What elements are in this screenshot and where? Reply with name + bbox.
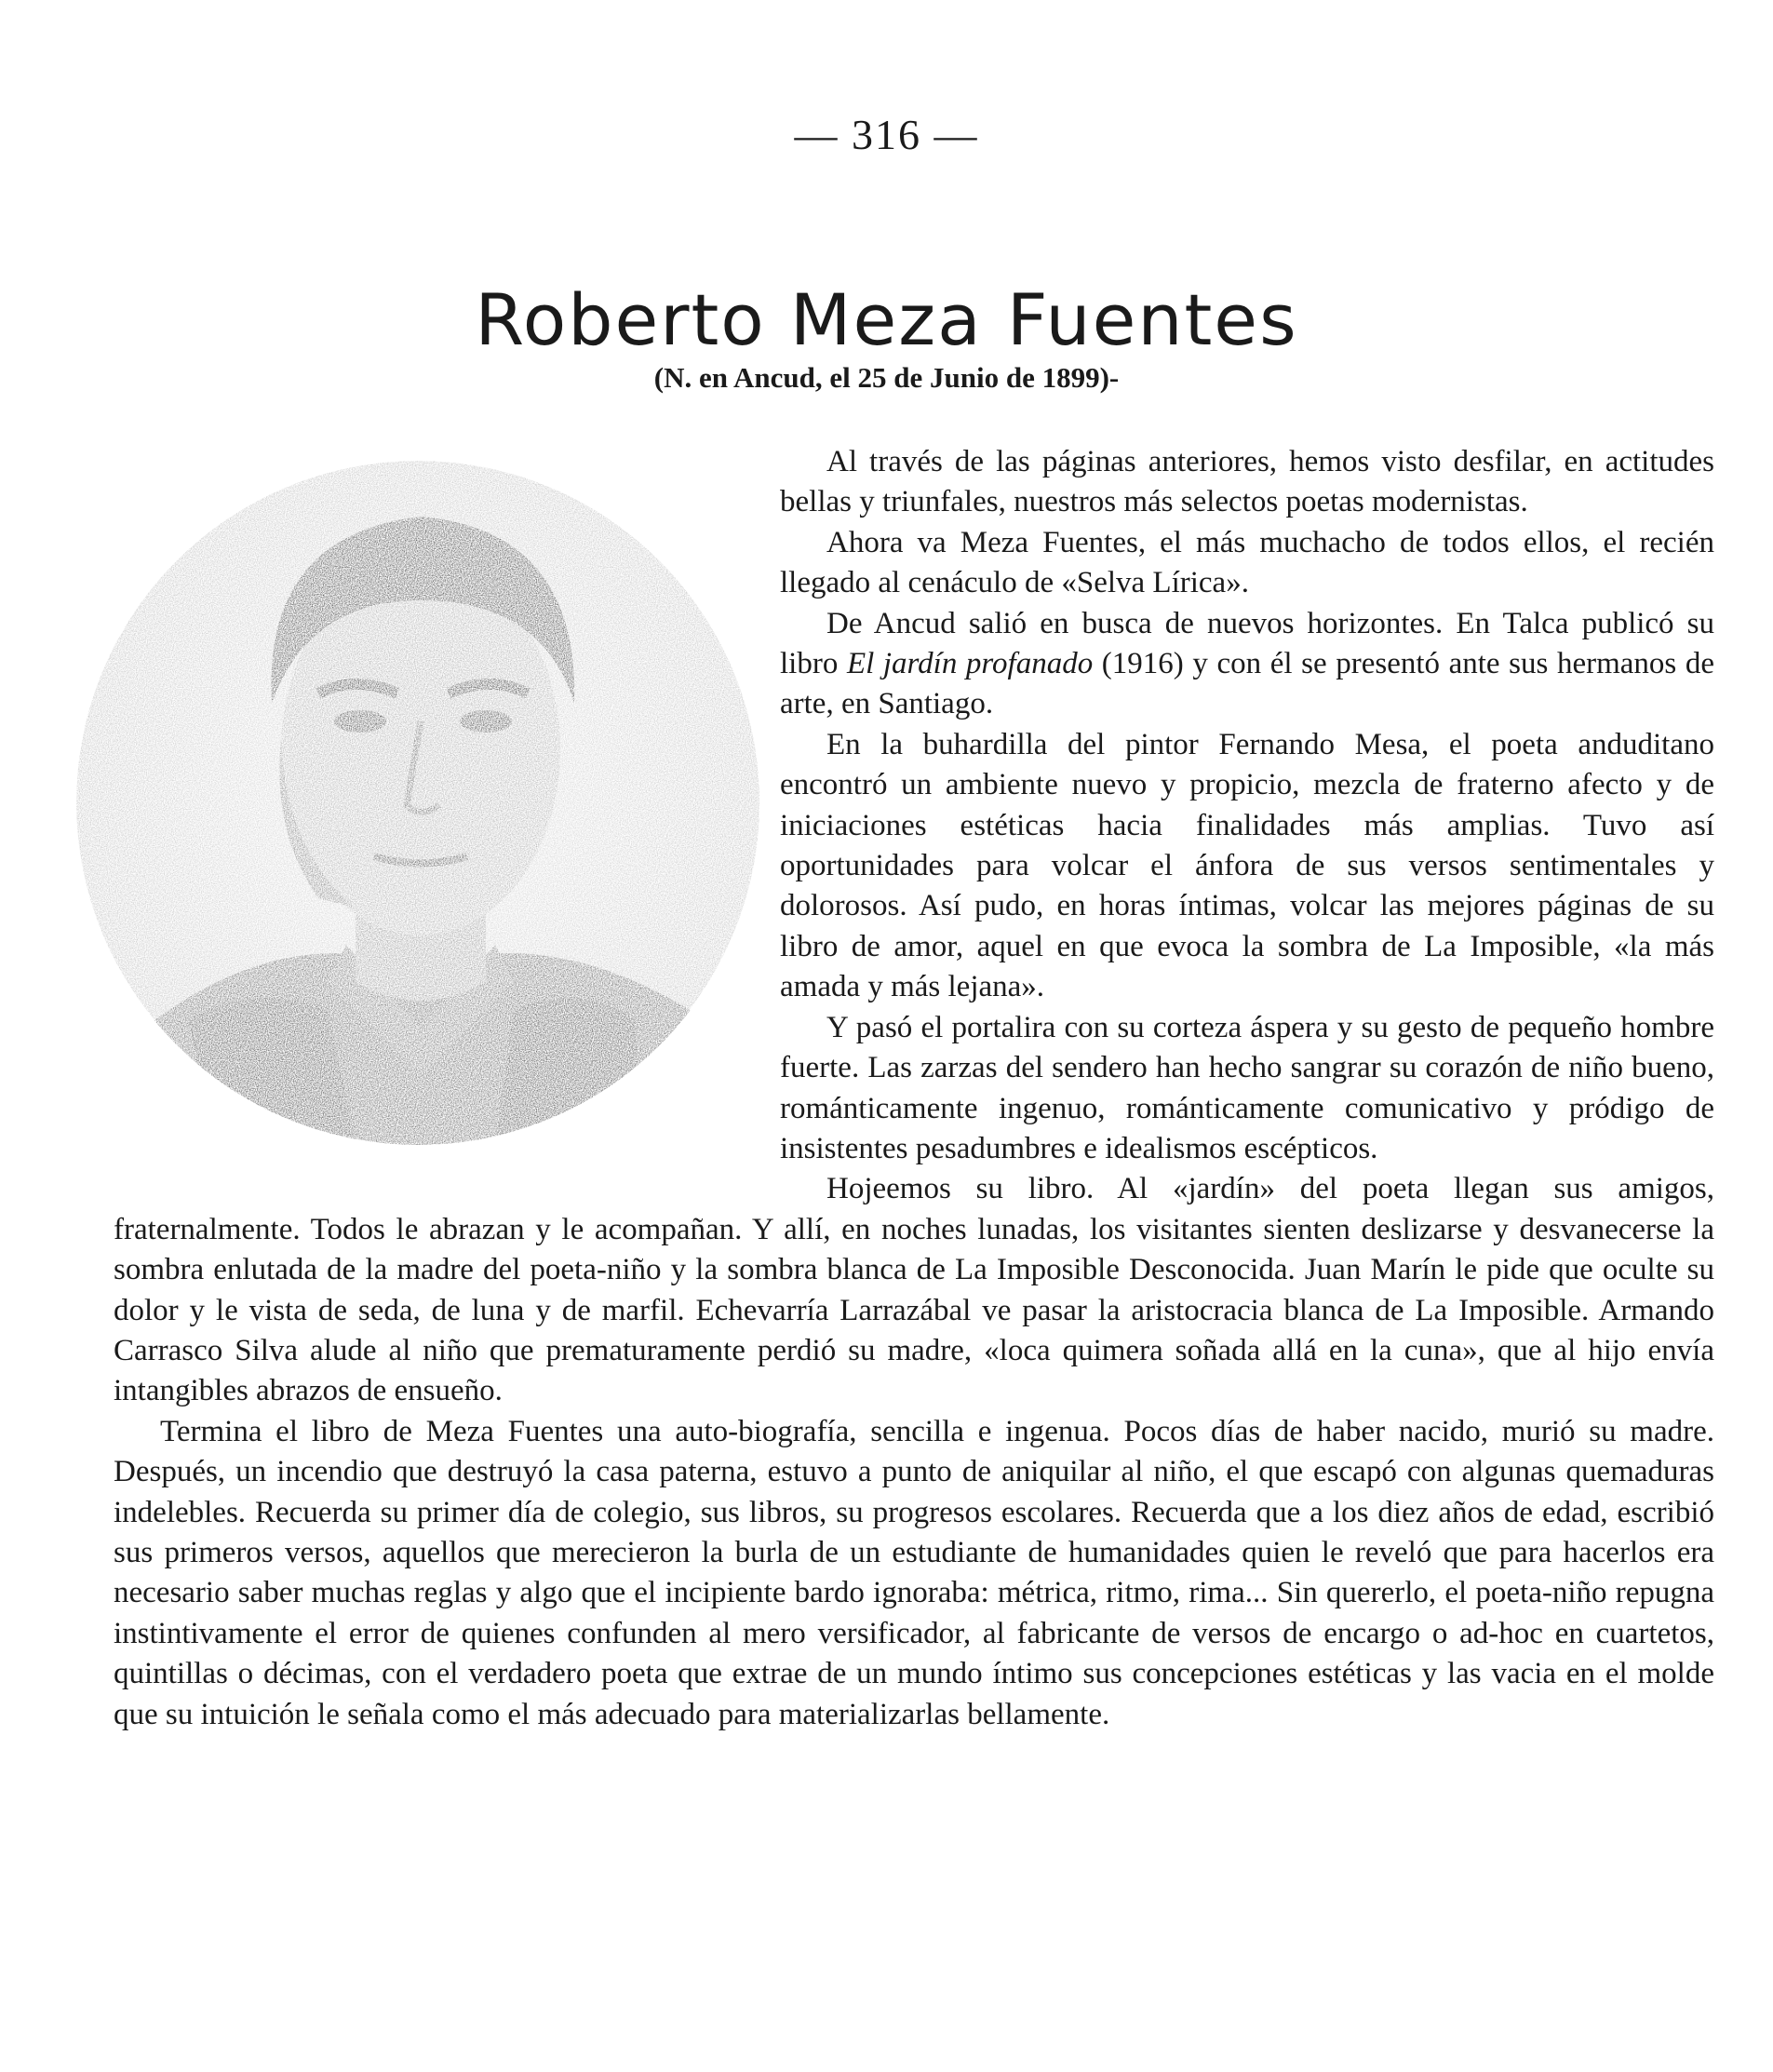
- page-title: Roberto Meza Fuentes: [475, 277, 1298, 361]
- paragraph: Al través de las páginas anteriores, hemos visto desfilar, en actitudes bellas y triunfales, nuestros más selectos poetas modernistas.: [780, 445, 1714, 519]
- paragraph-text: De Ancud salió en busca de nuevos horizontes. En Talca publicó su libro: [780, 606, 1714, 681]
- paragraph: Ahora va Meza Fuentes, el más muchacho de todos ellos, el recién llegado al cenáculo de «Selva Lírica».: [780, 525, 1714, 600]
- portrait-spacer: [114, 442, 780, 1192]
- book-title: El jardín profanado: [846, 647, 1094, 681]
- birth-note: (N. en Ancud, el 25 de Junio de 1899)-: [653, 361, 1120, 394]
- paragraph: Y pasó el portalira con su corteza áspera y su gesto de pequeño hombre fuerte. Las zarzas del sendero han hecho sangrar su corazón de niño bueno, románticamente ingenuo, románticamente comunicativo y pródigo de insistentes pesadumbres e idealismos escépticos.: [780, 1010, 1714, 1165]
- article-body: [114, 442, 1714, 1735]
- paragraph: En la buhardilla del pintor Fernando Mesa, el poeta anduditano encontró un ambiente nuevo y propicio, mezcla de fraterno afecto y de iniciaciones estéticas hacia finalidades más amplias. Tuvo así oportunidades para volcar el ánfora de sus versos sentimentales y dolorosos. Así pudo, en horas íntimas, volcar las mejores páginas de su libro de amor, aquel en que evoca la sombra de La Imposible, «la más amada y más lejana».: [780, 727, 1714, 1004]
- paragraph-text: (1916) y con él se presentó ante sus hermanos de arte, en Santiago.: [780, 647, 1715, 721]
- paragraph: Termina el libro de Meza Fuentes una auto-biografía, sencilla e ingenua. Pocos días de haber nacido, murió su madre. Después, un incendio que destruyó la casa paterna, estuvo a punto de aniquilar al niño, el que escapó con algunas quemaduras indelebles. Recuerda su primer día de colegio, sus libros, su progresos escolares. Recuerda que a los diez años de edad, escribió sus primeros versos, aquellos que merecieron la burla de un estudiante de humanidades quien le reveló que para hacerlos era necesario saber muchas reglas y algo que el incipiente bardo ignoraba: métrica, ritmo, rima... Sin quererlo, el poeta-niño repugna instintivamente el error de quienes confunden al mero versificador, al fabricante de versos de encargo o ad-hoc en cuartetos, quintillas o décimas, con el verdadero poeta que extrae de un mundo íntimo sus concepciones estéticas y las vacia en el molde que su intuición le señala como el más adecuado para materializarlas bellamente.: [114, 1414, 1714, 1731]
- page-number: — 316 —: [794, 111, 979, 158]
- paragraph: Hojeemos su libro. Al «jardín» del poeta llegan sus amigos, fraternalmente. Todos le abrazan y le acompañan. Y allí, en noches lunadas, los visitantes sienten deslizarse y desvanecerse la sombra enlutada de la madre del poeta-niño y la sombra blanca de La Imposible Desconocida. Juan Marín le pide que oculte su dolor y le vista de seda, de luna y de marfil. Echevarría Larrazábal ve pasar la aristocracia blanca de La Imposible. Armando Carrasco Silva alude al niño que prematuramente perdió su madre, «loca quimera soñada allá en la cuna», que al hijo envía intangibles abrazos de ensueño.: [114, 1172, 1714, 1408]
